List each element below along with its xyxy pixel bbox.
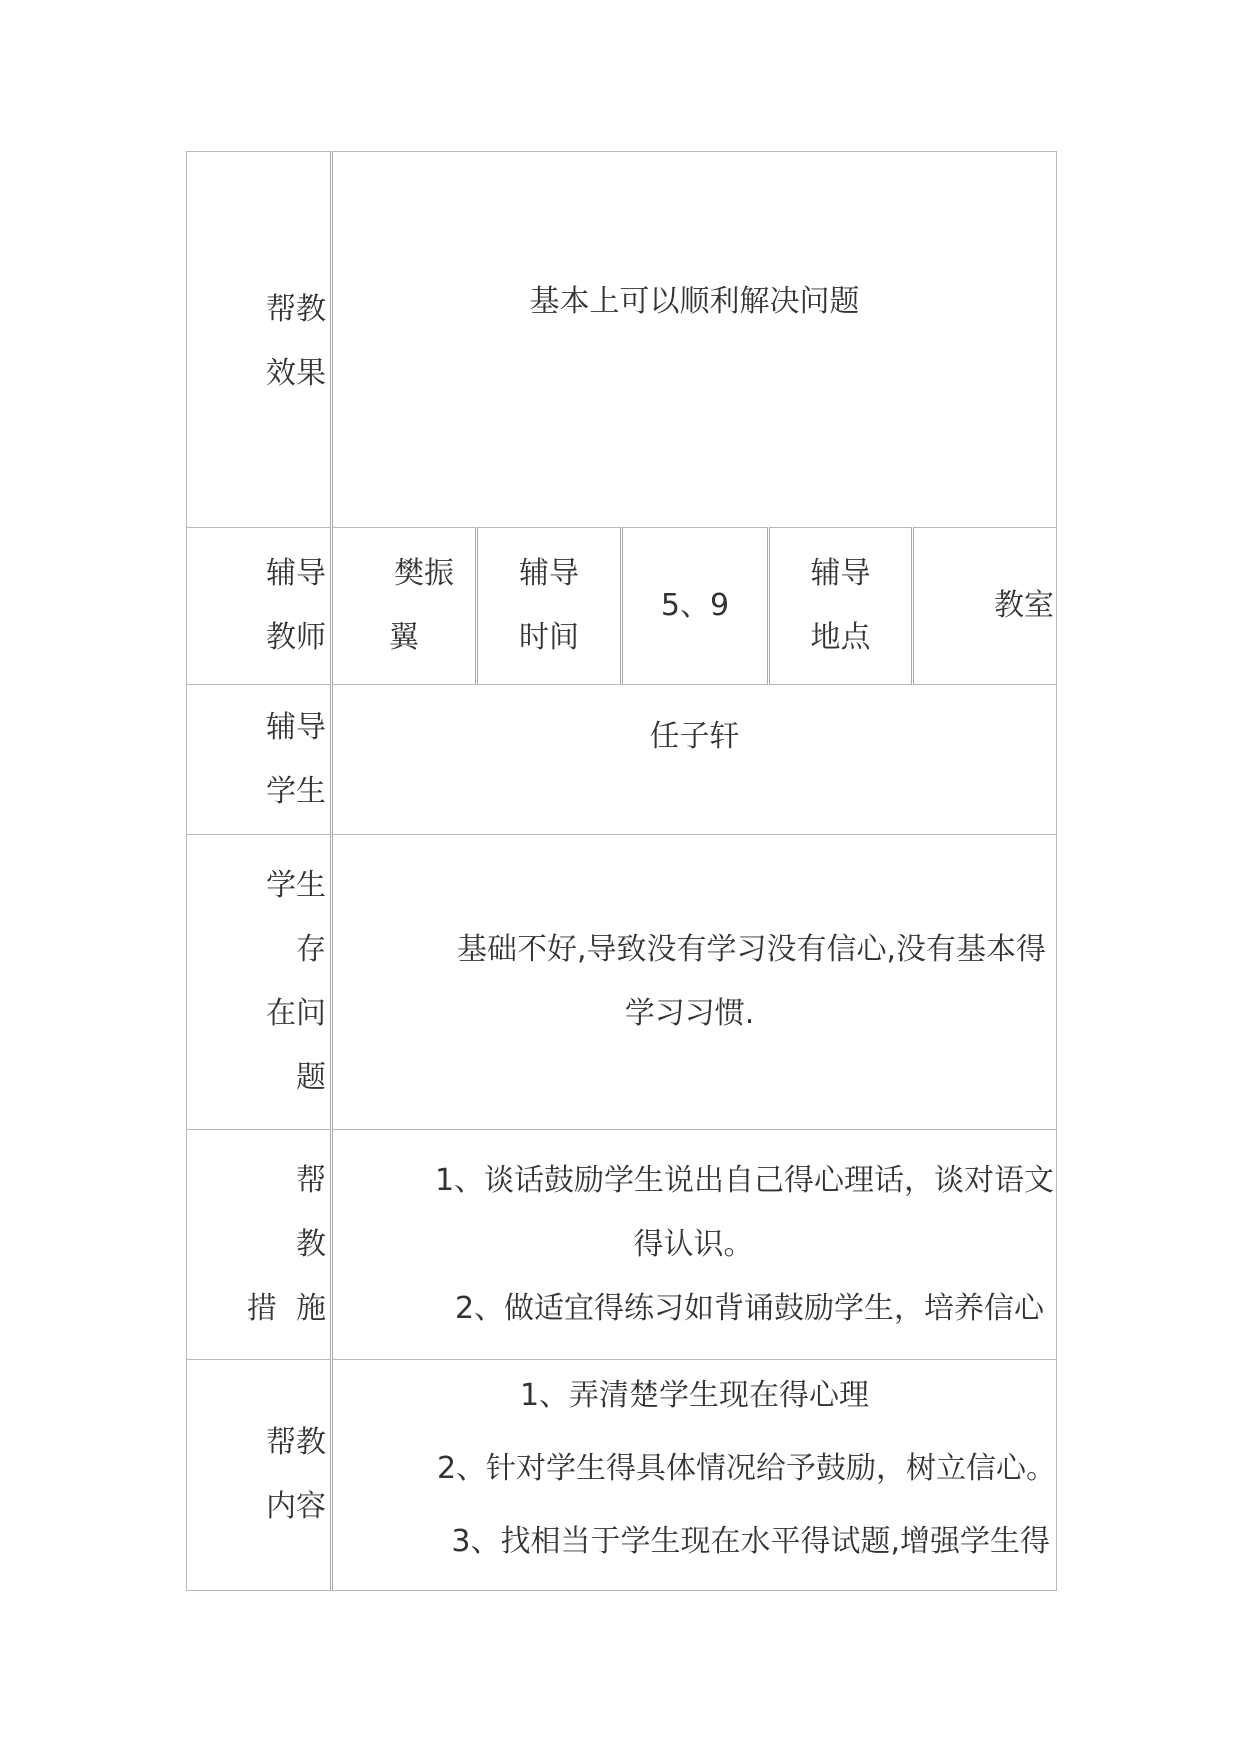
value-student [332, 685, 1057, 835]
label-content [187, 1360, 332, 1591]
row-problems [187, 835, 1057, 1130]
label-line: 辅导 [266, 709, 326, 745]
measure-line: 1、谈话鼓励学生说出自己得心理话，谈对语文 [434, 1162, 1055, 1198]
teacher-name-line: 樊振 [394, 556, 454, 591]
label-line: 辅导 [519, 556, 579, 591]
value-time [622, 528, 769, 685]
content-line: 3、找相当于学生现在水平得试题,增强学生得 [451, 1524, 1051, 1559]
label-line: 措 施 [246, 1290, 326, 1326]
label-student [187, 685, 332, 835]
label-line: 教 [296, 1226, 326, 1262]
value-place [913, 528, 1057, 685]
label-line: 辅导 [266, 556, 326, 591]
label-problems [187, 835, 332, 1130]
row-content [187, 1360, 1057, 1591]
label-line: 效果 [266, 356, 326, 391]
label-line: 存 [296, 932, 326, 967]
label-line: 帮教 [266, 292, 326, 327]
label-line: 在问 [266, 996, 326, 1031]
label-line: 题 [296, 1060, 326, 1095]
value-measures [332, 1130, 1057, 1360]
label-line: 地点 [810, 620, 871, 655]
effect-text: 基本上可以顺利解决问题 [529, 284, 860, 319]
label-measures [187, 1130, 332, 1360]
label-place [769, 528, 913, 685]
time-text: 5、9 [660, 588, 730, 623]
label-line: 辅导 [810, 556, 871, 591]
measure-line: 得认识。 [633, 1226, 754, 1262]
problem-line: 学习习惯. [624, 996, 755, 1031]
tutoring-record-table [186, 151, 1057, 1591]
value-content [332, 1360, 1057, 1591]
label-line: 帮教 [266, 1425, 326, 1460]
label-time [477, 528, 622, 685]
label-line: 帮 [296, 1162, 326, 1198]
measure-line: 2、做适宜得练习如背诵鼓励学生，培养信心 [454, 1290, 1045, 1326]
place-text: 教室 [994, 588, 1055, 623]
label-effect [187, 152, 332, 528]
problem-line: 基础不好,导致没有学习没有信心,没有基本得 [456, 932, 1047, 967]
value-effect [332, 152, 1057, 528]
row-measures [187, 1130, 1057, 1360]
label-line: 教师 [266, 620, 326, 655]
content-line: 2、针对学生得具体情况给予鼓励，树立信心。 [436, 1451, 1057, 1486]
teacher-name-line: 翼 [389, 620, 419, 655]
content-line: 1、弄清楚学生现在得心理 [519, 1378, 870, 1413]
value-problems [332, 835, 1057, 1130]
row-info [187, 528, 1057, 685]
row-effect [187, 152, 1057, 528]
label-line: 学生 [266, 868, 326, 903]
value-teacher-name [332, 528, 477, 685]
row-student [187, 685, 1057, 835]
student-name: 任子轩 [649, 719, 740, 754]
label-line: 时间 [519, 620, 579, 655]
label-line: 学生 [266, 773, 326, 809]
label-line: 内容 [266, 1489, 326, 1524]
label-teacher [187, 528, 332, 685]
